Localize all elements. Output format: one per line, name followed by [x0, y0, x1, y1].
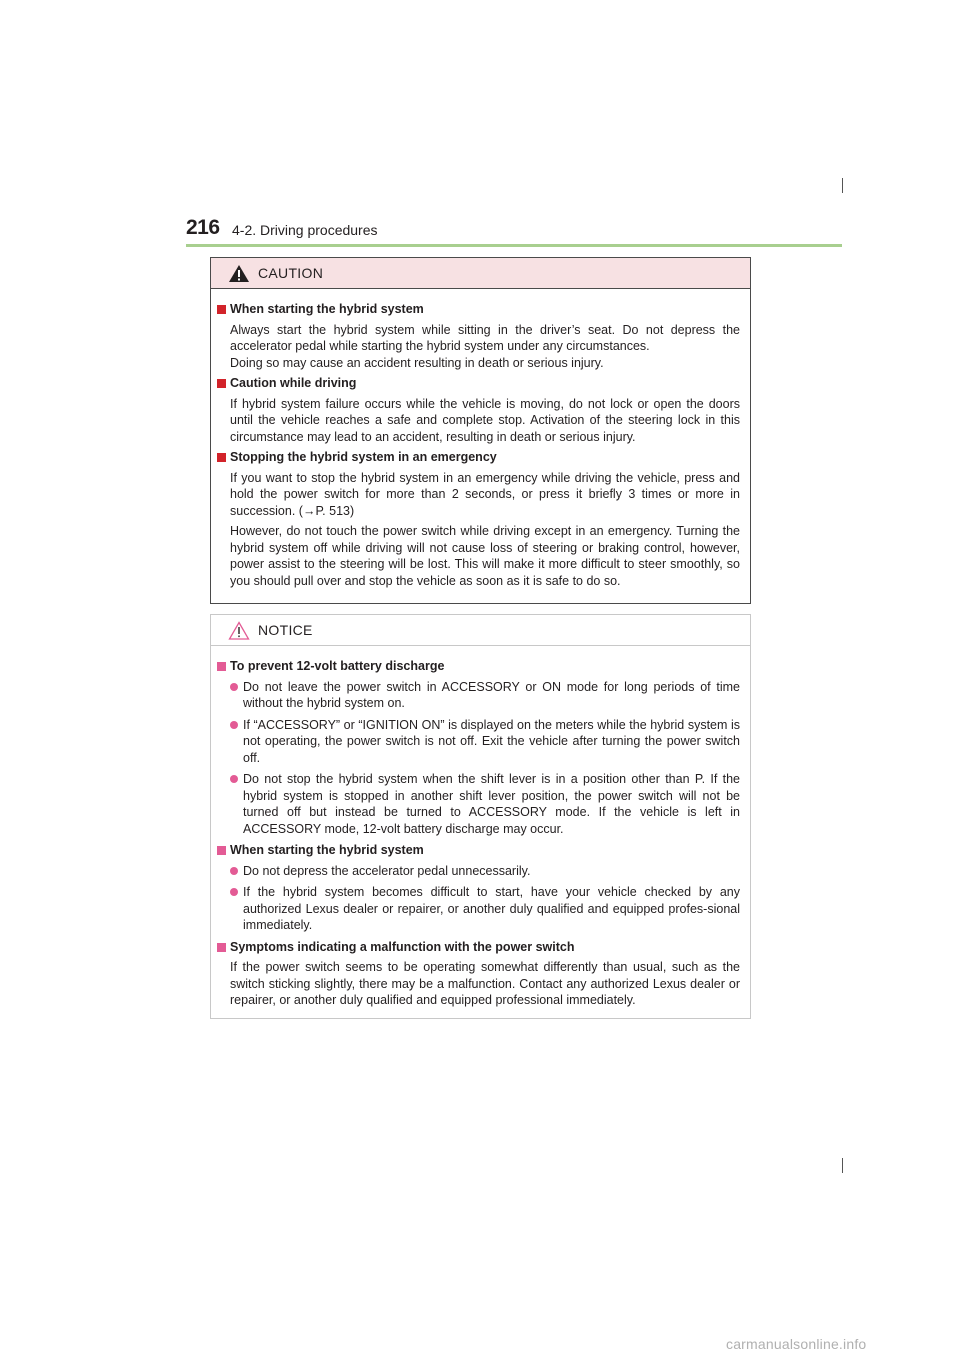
paragraph: However, do not touch the power switch while driving except in an emergency. Turning the hybrid system off while driving will not cause loss of steering or braking control, however, power assist to the steering will be lost. This will make it more difficult to steer smoothly, so you should pull over and stop the vehicle as soon as it is safe to do so.	[230, 524, 740, 588]
bullet-item: Do not leave the power switch in ACCESSORY or ON mode for long periods of time without the hybrid system on.	[217, 679, 740, 712]
section-heading: Stopping the hybrid system in an emergency	[217, 449, 740, 466]
watermark: carmanualsonline.info	[726, 1336, 867, 1352]
bullet-item: If the hybrid system becomes difficult to start, have your vehicle checked by any authorized Lexus dealer or repairer, or another duly qualified and equipped profes-sional immediately.	[217, 884, 740, 934]
header-rule	[186, 244, 842, 247]
warning-triangle-icon	[228, 264, 250, 283]
section-heading: To prevent 12-volt battery discharge	[217, 658, 740, 675]
notice-box	[210, 614, 751, 1019]
notice-section-malfunction	[217, 939, 740, 1009]
notice-section-battery	[217, 658, 740, 837]
circle-bullet-icon	[230, 683, 238, 691]
section-heading: Symptoms indicating a malfunction with the power switch	[217, 939, 740, 956]
square-bullet-icon	[217, 662, 226, 671]
paragraph: Doing so may cause an accident resulting in death or serious injury.	[230, 355, 604, 370]
bullet-item: Do not depress the accelerator pedal unnecessarily.	[217, 863, 740, 880]
crop-mark-bottom	[842, 1158, 843, 1173]
section-heading: When starting the hybrid system	[217, 301, 740, 318]
page-number: 216	[186, 216, 220, 239]
paragraph: Always start the hybrid system while sitting in the driver’s seat. Do not depress the accelerator pedal while starting the hybrid system under any circumstances.	[230, 322, 740, 353]
bullet-item: Do not stop the hybrid system when the shift lever is in a position other than P. If the hybrid system is stopped in another shift lever position, the power switch will not be turned off but instead be turned to ACCESSORY mode. If the vehicle is left in ACCESSORY mode, 12-volt battery discharge may occur.	[217, 771, 740, 837]
section-heading: When starting the hybrid system	[217, 842, 740, 859]
square-bullet-icon	[217, 379, 226, 388]
square-bullet-icon	[217, 453, 226, 462]
caution-body	[211, 289, 750, 589]
warning-triangle-outline-icon	[228, 621, 250, 640]
caution-section-driving	[217, 375, 740, 445]
circle-bullet-icon	[230, 867, 238, 875]
crop-mark-top	[842, 178, 843, 193]
notice-label: NOTICE	[258, 622, 313, 638]
caution-section-starting	[217, 301, 740, 371]
circle-bullet-icon	[230, 775, 238, 783]
section-title: 4-2. Driving procedures	[232, 222, 378, 238]
section-heading: Caution while driving	[217, 375, 740, 392]
paragraph: If hybrid system failure occurs while the vehicle is moving, do not lock or open the doors until the vehicle reaches a safe and complete stop. Activation of the steering lock in this circumstance may lead to an accident, resulting in death or serious injury.	[230, 396, 740, 444]
square-bullet-icon	[217, 943, 226, 952]
notice-header	[211, 615, 750, 646]
paragraph: If you want to stop the hybrid system in an emergency while driving the vehicle, press and hold the power switch for more than 2 seconds, or press it briefly 3 times or more in succession. (→P. 513)	[230, 470, 740, 518]
caution-box	[210, 257, 751, 604]
square-bullet-icon	[217, 305, 226, 314]
notice-section-starting	[217, 842, 740, 934]
circle-bullet-icon	[230, 888, 238, 896]
square-bullet-icon	[217, 846, 226, 855]
notice-body	[211, 646, 750, 1009]
caution-section-emergency	[217, 449, 740, 589]
bullet-item: If “ACCESSORY” or “IGNITION ON” is displayed on the meters while the hybrid system is not operating, the power switch is not off. Exit the vehicle after turning the power switch off.	[217, 717, 740, 767]
caution-header	[211, 258, 750, 289]
circle-bullet-icon	[230, 721, 238, 729]
paragraph: If the power switch seems to be operating somewhat differently than usual, such as the switch sticking slightly, there may be a malfunction. Contact any authorized Lexus dealer or repairer, or another duly qualified and equipped professional immediately.	[230, 960, 740, 1007]
caution-label: CAUTION	[258, 265, 324, 281]
